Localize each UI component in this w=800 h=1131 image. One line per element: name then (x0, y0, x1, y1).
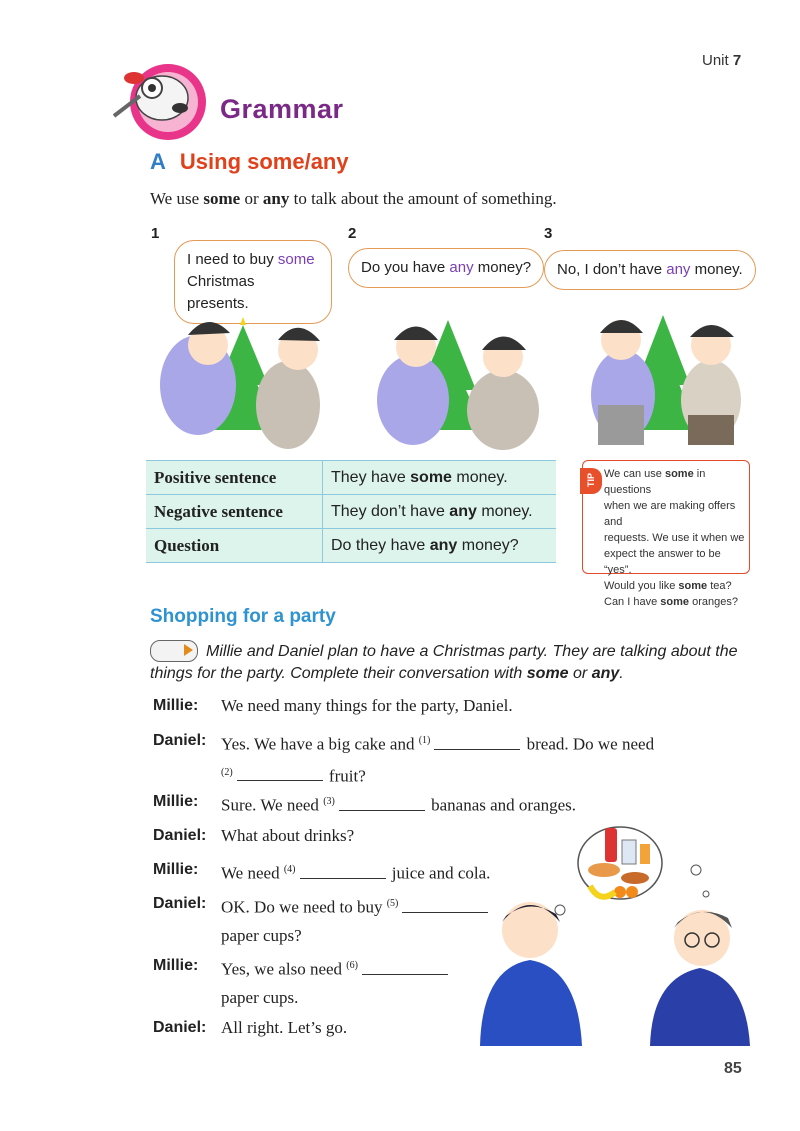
panel-number: 1 (151, 225, 160, 242)
dialogue-line: Sure. We need $^{(3)}$ bananas and oranges. (221, 795, 577, 815)
speaker-label: Millie: (153, 697, 199, 714)
section-a-title: A Using some/any (150, 149, 349, 174)
instructions: Millie and Daniel plan to have a Christmas party. They are talking about the things for the party. Complete their conversation with some or any. (150, 643, 738, 682)
dialogue-line: Yes. We have a big cake and $^{(1)}$ bread. Do we need $^{(2)}$ fruit? (221, 734, 655, 786)
answer-blank[interactable] (300, 864, 386, 879)
table-row-label: Positive sentence (146, 461, 323, 495)
table-row-example: Do they have any money? (323, 529, 557, 563)
dialogue-line: What about drinks? (221, 826, 355, 845)
intro-text: We use some or any to talk about the amount of something. (150, 189, 557, 208)
grammar-mascot-icon (110, 58, 220, 142)
panel-number: 2 (348, 225, 357, 242)
speech-bubble: I need to buy some Christmas presents. (174, 240, 332, 324)
speech-bubble: Do you have any money? (348, 248, 544, 288)
speaker-label: Daniel: (153, 732, 207, 749)
table-row (146, 495, 556, 529)
speaker-label: Daniel: (153, 1019, 207, 1036)
answer-blank[interactable] (362, 960, 448, 975)
speaker-label: Daniel: (153, 827, 207, 844)
table-row-example: They don’t have any money. (323, 495, 557, 529)
dialogue-line: We need $^{(4)}$ juice and cola. (221, 863, 491, 883)
shopping-heading: Shopping for a party (150, 606, 336, 627)
dialogue-line: All right. Let’s go. (221, 1018, 348, 1037)
panel-number: 3 (544, 225, 553, 242)
dialogue-line: OK. Do we need to buy $^{(5)}$ paper cups? (221, 890, 521, 950)
dialogue-line: Yes, we also need $^{(6)}$ paper cups. (221, 952, 481, 1012)
table-row (146, 529, 556, 563)
speech-bubble: No, I don’t have any money. (544, 250, 756, 290)
speaker-label: Millie: (153, 861, 199, 878)
table-row-label: Negative sentence (146, 495, 323, 529)
answer-blank[interactable] (339, 796, 425, 811)
grammar-table (146, 460, 556, 563)
speaker-label: Millie: (153, 957, 199, 974)
party-planning-illustration (470, 818, 760, 1046)
answer-blank[interactable] (237, 766, 323, 781)
christmas-scene-illustration (148, 305, 758, 455)
unit-label: Unit 7 (702, 52, 742, 69)
table-row-example: They have some money. (323, 461, 557, 495)
table-row (146, 461, 556, 495)
answer-blank[interactable] (434, 735, 520, 750)
dialogue-line: We need many things for the party, Daniel. (221, 696, 513, 715)
tip-text: We can use some in questions when we are making offers and requests. We use it when we expect the answer to be “yes”. Would you like some tea? Can I have some oranges? (604, 468, 745, 608)
speaker-label: Daniel: (153, 895, 207, 912)
table-row-label: Question (146, 529, 323, 563)
page-number: 85 (724, 1060, 742, 1077)
speaker-label: Millie: (153, 793, 199, 810)
grammar-heading: Grammar (220, 94, 344, 124)
tip-flag: TIP (580, 468, 602, 494)
